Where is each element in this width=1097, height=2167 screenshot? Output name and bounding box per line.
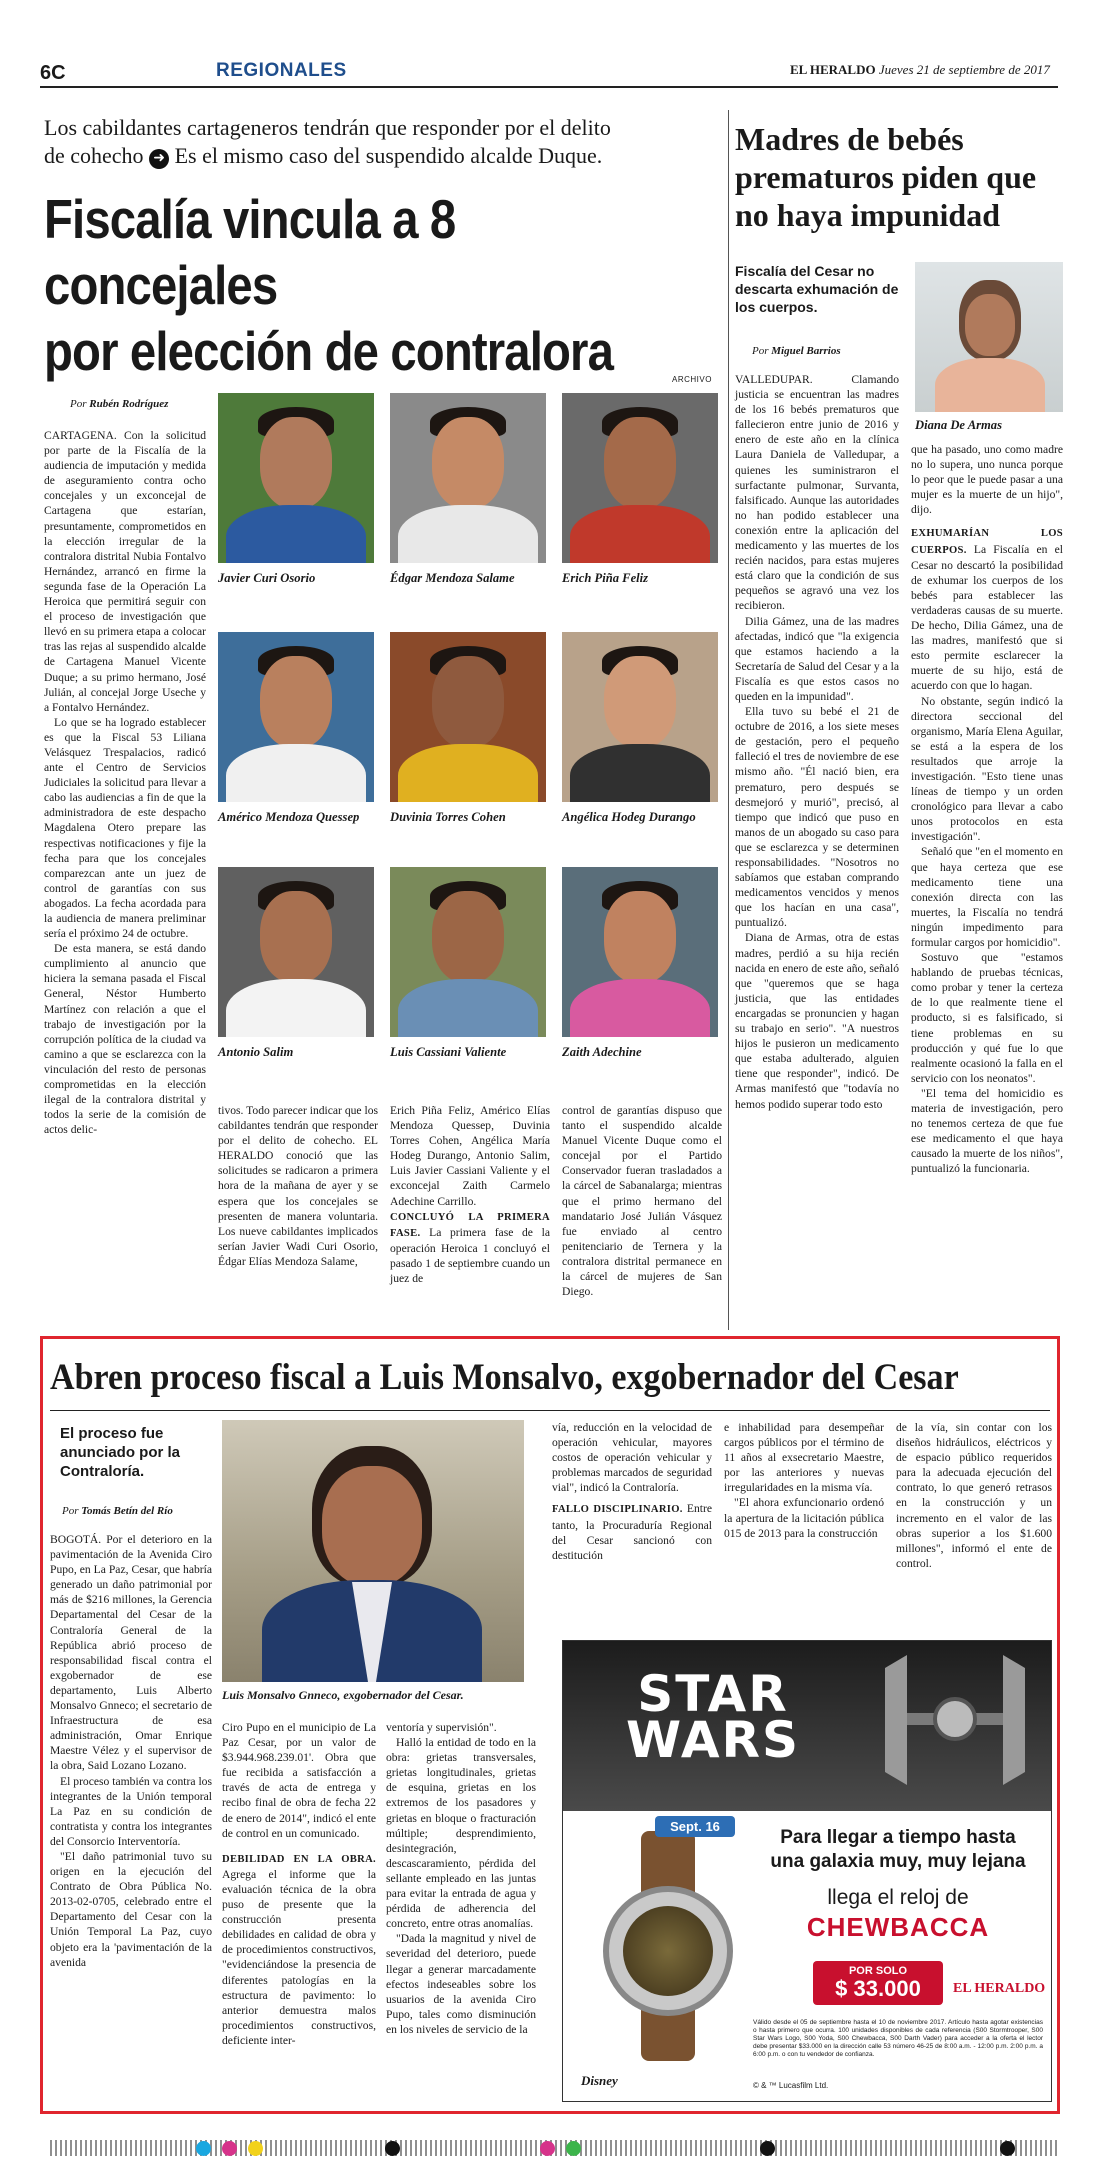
subhead-exhumarian: EXHUMARÍAN LOS CUERPOS. — [911, 528, 1063, 556]
column-divider — [728, 110, 729, 1330]
story2-col-a: VALLEDUPAR. Clamando justicia se encuentran las madres de los 16 bebés prematuros que fallecieron entre junio de 2016 y enero de este año en la clínica Laura Daniela de Valledupar, a quienes les suministraron el surfactante pulmonar, Survanta, falsificado. Aunque las autoridades no han podido establecer una conexión entre la aplicación del medicamento y las muertes de los recién nacidos, para estas mujeres está claro que la condición de sus pequeños se agravó una vez los recibieron. Dilia Gámez, una de las madres afectadas, indicó que "la exigencia que estamos haciendo a la Secretaría de Salud del Cesar y a la Fiscalía es que estos casos no queden en la impunidad". Ella tuvo su bebé el 21 de octubre de 2016, a los siete meses de gestación, pero el pequeño falleció el tres de noviembre de ese mismo año. "Él nació bien, era prematuro, pero después se desmejoró y murió", precisó, al tiempo que indicó que puso en manos de un abogado su caso para que se esclarezca y se determinen responsabilidades. "Nosotros no sabíamos que estaban comprando medicamentos vencidos y menos que los hacían en una casa", puntualizó. Diana de Armas, otra de estas madres, perdió a su hija recién nacida en enero de este año, señaló que "queremos que se haga justicia, que las entidades encargadas se pronuncien y hagan su trabajo en serio". "A nuestros hijos le pusieron un medicamento que estaba adulterado, alguien tiene que responder", indicó. De Armas manifestó que "todavía no hemos podido superar todo esto — [735, 373, 899, 1111]
subhead-debilidad: DEBILIDAD EN LA OBRA. — [222, 1853, 376, 1865]
headline-line-2: por elección de contralora — [44, 320, 614, 382]
intro-line-2: de cohecho ➜ Es el mismo caso del suspendido alcalde Duque. — [44, 143, 603, 168]
paper-name: EL HERALDO — [790, 62, 876, 77]
registration-dot-black-2 — [760, 2141, 775, 2156]
registration-dot-black-3 — [1000, 2141, 1015, 2156]
story3-top-col5: de la vía, sin contar con los diseños hidráulicos, eléctricos y de espacio público requeridos para la adecuada ejecución del contrato, lo que generó retrasos en la construcción y un incremento en el valor de las obras superior a los $1.600 millones", informó el ente de control. — [896, 1421, 1052, 1570]
story1-headline — [44, 186, 637, 384]
story1-col4: control de garantías dispuso que tanto el suspendido alcalde Manuel Vicente Duque como el concejal por el Partido Conservador fueran trasladados a la cárcel de Sabanalarga; mientras que el primo hermano del mandatario José Julián Vásquez fue enviado al centro penitenciario de Ternera y la contralora distrital permanece en la cárcel de mujeres de San Diego. — [562, 1104, 722, 1299]
story1-col3: Erich Piña Feliz, Américo Elías Mendoza Quessep, Duvinia Torres Cohen, Angélica María Hodeg Durango, Antonio Salim, Luis Javier Cassiani Valiente y el exconcejal Zaith Carmelo Adechine Carrillo. CONCLUYÓ LA PRIMERA FASE. La primera fase de la operación Heroica 1 concluyó el pasado 1 de septiembre cuando un juez de — [390, 1104, 550, 1286]
header-paper — [790, 62, 1050, 78]
story3-top-col3: vía, reducción en la velocidad de operación vehicular, mayores costos de operación vehicular y problemas marcados de seguridad vial", indicó la Contraloría. FALLO DISCIPLINARIO. Entre tanto, la Procuraduría Regional del Cesar sancionó con destitución — [552, 1421, 712, 1562]
concejal-photo — [390, 632, 546, 802]
concejal-caption: Édgar Mendoza Salame — [390, 571, 515, 585]
registration-dot-magenta — [222, 2141, 237, 2156]
date-badge: Sept. 16 — [655, 1816, 735, 1837]
story3-col1: BOGOTÁ. Por el deterioro en la pavimentación de la Avenida Ciro Pupo, en La Paz, Cesar, que habría generado un daño patrimonial por más de $216 millones, la Gerencia Departamental del Cesar de la Contraloría General de la República abrió proceso de responsabilidad fiscal contra el exgobernador de ese departamento, Luis Alberto Monsalvo Gnneco; el secretario de Infraestructura de esa administración, Omar Enrique Maestre Vélez y el supervisor de la obra, Said Lozano Lozano. El proceso también va contra los integrantes de la Unión temporal La Paz en su condición de contratista y contra los integrantes del Consorcio Interventoría. "El daño patrimonial tuvo su origen en la ejecución del Contrato de Obra Pública No. 2013-02-0705, celebrado entre el Departamento del Cesar con la Unión Temporal La Paz, cuyo objeto era la 'pavimentación de la avenida — [50, 1533, 212, 1969]
ad-copy: Para llegar a tiempo hasta una galaxia muy, muy lejana llega el reloj de CHEWBACCA — [770, 1827, 1026, 1942]
ad-fine-print: Válido desde el 05 de septiembre hasta el 10 de noviembre 2017. Artículo hasta agotar existencias o hasta primero que ocurra. 100 unidades disponibles de cada referencia (S00 Stormtrooper, S00 Star Wars Logo, S00 Yoda, S00 Chewbacca, S00 Darth Vader) para acceder a la oferta el lector debe presentar $33.000 en la dirección calle 53 número 46-25 de 8:00 a.m. - 12:00 p.m. 2:00 p.m. a 6:00 p.m. o con tu vendedor de confianza. — [753, 2019, 1043, 2058]
concejal-photo — [562, 867, 718, 1037]
tie-fighter-icon — [885, 1655, 1025, 1785]
archivo-credit: ARCHIVO — [672, 375, 712, 384]
concejal-photo — [390, 867, 546, 1037]
price-tag: POR SOLO $ 33.000 — [813, 1961, 943, 2005]
concejal-photo — [218, 393, 374, 563]
story3-col3: ventoría y supervisión". Halló la entidad de todo en la obra: grietas transversales, grietas longitudinales, grietas de esquina, grietas en los extremos de los pasadores y grietas en bloque o fracturación múltiple; desprendimiento, desintegración, descascaramiento, pérdida del sellante empleado en las juntas para evitar la entrada de agua y pérdida de adherencia del concreto, entre otras anomalías. "Dada la magnitud y nivel de severidad del deterioro, puede llegar a generar marcadamente efectos indeseables sobre los usuarios de la avenida Ciro Pupo, tales como disminución en los niveles de servicio de la — [386, 1721, 536, 2036]
star-wars-ad[interactable] — [562, 1640, 1052, 2102]
concejal-caption: Erich Piña Feliz — [562, 571, 649, 585]
registration-dot-green — [566, 2141, 581, 2156]
page-number: 6C — [40, 62, 66, 84]
story2-headline: Madres de bebés prematuros piden que no haya impunidad — [735, 121, 1037, 233]
headline-line-1: Fiscalía vincula a 8 concejales — [44, 188, 456, 316]
registration-dot-magenta-2 — [540, 2141, 555, 2156]
author-name: Tomás Betín del Río — [81, 1505, 173, 1517]
intro-line-1: Los cabildantes cartageneros tendrán que responder por el delito — [44, 115, 611, 140]
subhead-concluyo: CONCLUYÓ LA PRIMERA FASE. — [390, 1211, 550, 1239]
chewbacca-watch-icon — [593, 1831, 743, 2061]
concejal-photo — [390, 393, 546, 563]
concejal-photo — [562, 632, 718, 802]
registration-dot-black — [385, 2141, 400, 2156]
story2-byline: Por Miguel Barrios — [752, 345, 841, 357]
story3-head-rule — [50, 1410, 1050, 1411]
diana-caption: Diana De Armas — [915, 418, 1002, 432]
story3-byline: Por Tomás Betín del Río — [62, 1505, 173, 1517]
story1-intro — [44, 114, 724, 170]
concejal-caption: Javier Curi Osorio — [218, 571, 316, 585]
arrow-right-icon: ➜ — [149, 149, 169, 169]
concejal-photo — [562, 393, 718, 563]
disney-logo: Disney — [581, 2073, 618, 2088]
monsalvo-caption: Luis Monsalvo Gnneco, exgobernador del Cesar. — [222, 1688, 464, 1702]
story1-col1: CARTAGENA. Con la solicitud por parte de la Fiscalía de la audiencia de imputación y medida de aseguramiento contra ocho concejales y un exconcejal de Cartagena que estarían, presuntamente, comprometidos en la elección irregular de la contralora distrital Nubia Fontalvo Hernández, arrancó en firme la segunda fase de la Operación La Heroica que permitirá seguir con el proceso de investigación que llevó en su primera etapa a colocar tras las rejas al suspendido alcalde de Cartagena Manuel Vicente Duque; a su primo hermano, José Julián, al concejal Jorge Useche y a Fontalvo Hernández. Lo que se ha logrado establecer es que la Fiscal 53 Liliana Velásquez Trespalacios, radicó ante el Centro de Servicios Judiciales la solicitud para llevar a cabo las audiencias a fin de que la administradora de este despacho Magdalena Otero prepare las respectivas notificaciones y fije la fecha para que los concejales comparezcan ante un juez de control de garantías con sus abogados. La fecha acordada para la audiencia de manera preliminar sería el próximo 24 de octubre. De esta manera, se está dando cumplimiento al anuncio que hiciera la semana pasada el Fiscal General, Néstor Humberto Martínez con relación a que el trabajo de investigación por la corrupción política de la ciudad va camino a que se esclarezca con la vinculación del resto de personas comprometidas en la elección ilegal de la contralora distrital y todos la serie de la comisión de actos delic- — [44, 429, 206, 1137]
concejal-caption: Zaith Adechine — [562, 1045, 642, 1059]
author-name: Rubén Rodríguez — [89, 398, 169, 410]
registration-dot-cyan — [196, 2141, 211, 2156]
section-name: REGIONALES — [216, 60, 347, 81]
concejal-caption: Américo Mendoza Quessep — [218, 810, 360, 824]
story3-kicker: El proceso fue anunciado por la Contraloría. — [60, 1425, 181, 1480]
concejal-photo — [218, 632, 374, 802]
concejal-caption: Duvinia Torres Cohen — [390, 810, 506, 824]
ad-brand-logo: EL HERALDO — [953, 1981, 1046, 1996]
story3-headline: Abren proceso fiscal a Luis Monsalvo, exgobernador del Cesar — [50, 1357, 959, 1398]
author-name: Miguel Barrios — [771, 345, 841, 357]
story2-kicker: Fiscalía del Cesar no descarta exhumación de los cuerpos. — [735, 263, 899, 315]
subhead-fallo: FALLO DISCIPLINARIO. — [552, 1504, 683, 1516]
paper-date: Jueves 21 de septiembre de 2017 — [878, 62, 1050, 77]
story1-col2: tivos. Todo parecer indicar que los cabildantes tendrán que responder por el delito de cohecho. EL HERALDO conoció que las solicitudes se radicaron a primera hora de la mañana de ayer y se espera que los concejales se presenten de manera voluntaria. Los nueve cabildantes implicados serían Javier Wadi Curi Osorio, Édgar Elías Mendoza Salame, — [218, 1104, 378, 1268]
header-rule — [40, 86, 1058, 88]
star-wars-logo: STAR WARS — [625, 1665, 801, 1769]
lucasfilm-credit: © & ™ Lucasfilm Ltd. — [753, 2081, 829, 2090]
diana-de-armas-photo — [915, 262, 1063, 412]
concejal-caption: Luis Cassiani Valiente — [390, 1045, 507, 1059]
story2-col-b: que ha pasado, uno como madre no lo supera, uno nunca porque lo peor que le puede pasar a una mujer es la muerte de un hijo", dijo. EXHUMARÍAN LOS CUERPOS. La Fiscalía en el Cesar no descartó la posibilidad de exhumar los cuerpos de los bebés para establecer las verdaderas causas de su muerte. De hecho, Dilia Gámez, una de las madres, manifestó que si esto permite esclarecer la muerte de su hijo, está de acuerdo con que lo hagan. No obstante, según indicó la directora seccional del organismo, María Elena Aguilar, se está a la espera de los resultados que arroje la investigación. "Esto tiene unas líneas de tiempo y un orden cronológico para llevar a cabo unos protocolos en esta investigación". Señaló que "en el momento en que haya certeza que ese medicamento tiene una conexión directa con las muertes, la Fiscalía no tendrá ningún impedimento para formular cargos por homicidio". Sostuvo que "estamos hablando de pruebas técnicas, como probar y tener la certeza de lo que realmente tiene el producto, si es falsificado, si tiene problemas en su producción y qué fue lo que realmente ocasionó la falla en el servicio con los neonatos". "El tema del homicidio es materia de investigación, pero no tenemos certeza de que fue ese medicamento el que haya causado la muerte de los niños", puntualizó la funcionaria. — [911, 443, 1063, 1176]
story3-top-col4: e inhabilidad para desempeñar cargos públicos por el término de 11 años al exsecretario Maestre, por las anteriores y nuevas irregularidades en la misma vía. "El ahora exfuncionario ordenó la apertura de la licitación pública 015 de 2013 para la construcción — [724, 1421, 884, 1540]
concejal-caption: Angélica Hodeg Durango — [562, 810, 696, 824]
story3-col2: Ciro Pupo en el municipio de La Paz Cesar, por un valor de $3.944.968.239.01'. Obra que fue recibida a satisfacción a través de acta de entrega y recibo final de obra de fecha 22 de enero de 2014", indicó el ente de control en un comunicado. DEBILIDAD EN LA OBRA. Agrega el informe que la evaluación técnica de la obra puso de presente que la construcción presenta debilidades en calidad de obra y de procedimientos constructivos, "evidenciándose la presencia de diferentes patologías en la estructura de pavimento: lo anterior demuestra malos procedimientos constructivos, deficiente inter- — [222, 1721, 376, 2047]
concejal-caption: Antonio Salim — [218, 1045, 294, 1059]
concejal-photo — [218, 867, 374, 1037]
story1-byline: Por Rubén Rodríguez — [70, 398, 169, 410]
luis-monsalvo-photo — [222, 1420, 524, 1682]
registration-dot-yellow — [248, 2141, 263, 2156]
